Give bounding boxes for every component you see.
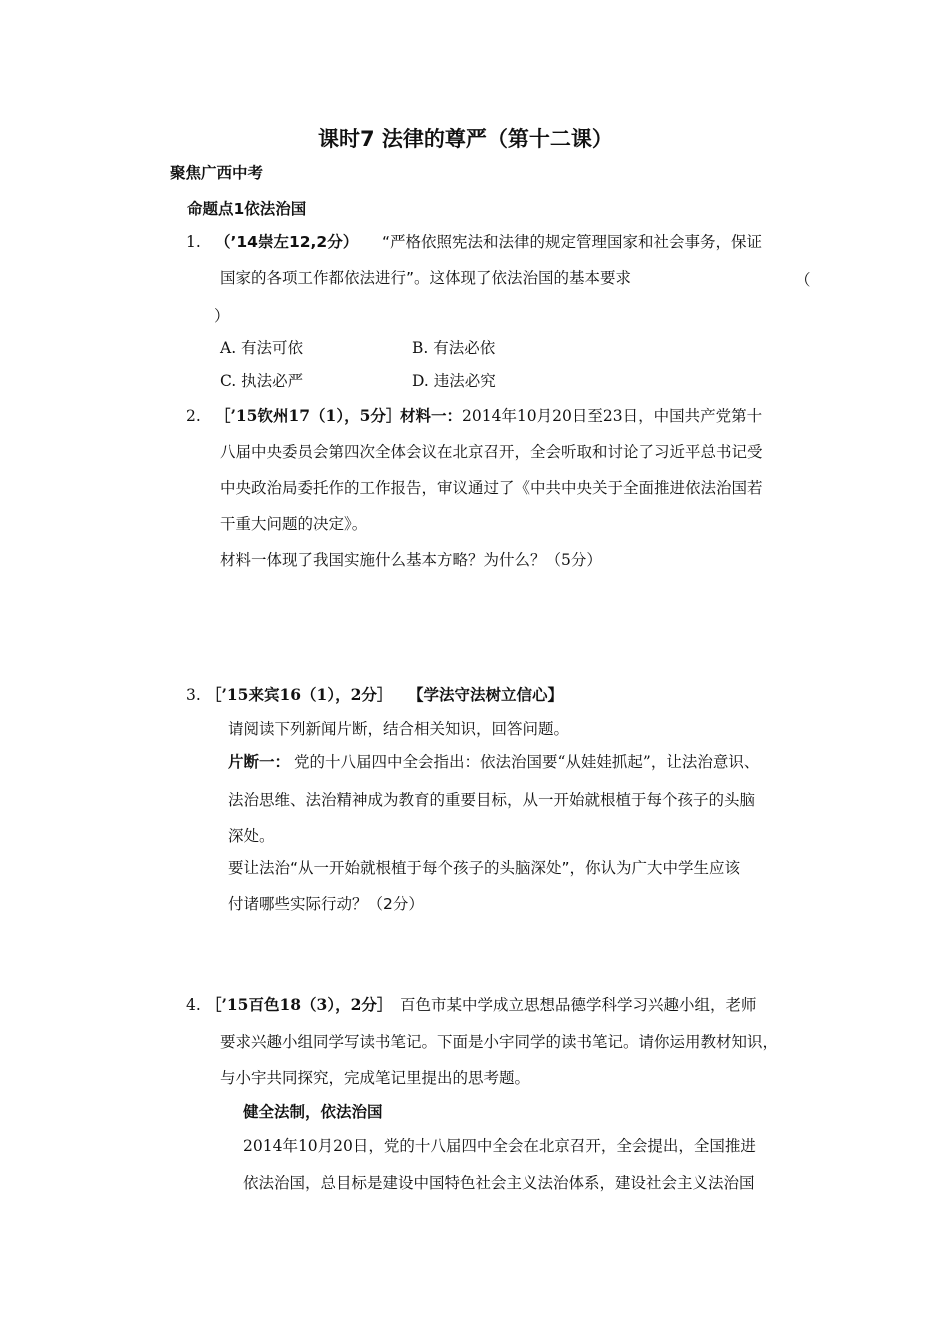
q4-line-1: 百色市某中学成立思想品德学科学习兴趣小组，老师 — [400, 996, 757, 1014]
q3-intro: 请阅读下列新闻片断，结合相关知识，回答问题。 — [228, 720, 570, 738]
q2-number: 2. — [186, 407, 201, 425]
q1-option-d: D. 违法必究 — [412, 372, 496, 390]
q4-note-heading: 健全法制，依法治国 — [243, 1103, 383, 1121]
q3-line-2: 法治思维、法治精神成为教育的重要目标，从一开始就根植于每个孩子的头脑 — [228, 791, 756, 809]
q3-topic-tag: 【学法守法树立信心】 — [408, 686, 564, 704]
q2-source: ［’15钦州17（1），5分］ — [215, 406, 402, 425]
q1-answer-bracket-close: ） — [214, 307, 230, 325]
q4-note-line-2: 依法治国，总目标是建设中国特色社会主义法治体系，建设社会主义法治国 — [243, 1174, 755, 1192]
page-title: 课时7 法律的尊严（第十二课） — [318, 127, 613, 151]
q4-source: ［’15百色18（3），2分］ — [206, 995, 393, 1014]
section-heading: 聚焦广西中考 — [170, 164, 264, 182]
q3-line-1: 党的十八届四中全会指出：依法治国要“从娃娃抓起”，让法治意识、 — [294, 753, 760, 771]
q1-number: 1. — [186, 233, 201, 251]
q1-option-b: B. 有法必依 — [412, 339, 496, 357]
q2-line-2: 八届中央委员会第四次全体会议在北京召开，全会听取和讨论了习近平总书记受 — [220, 443, 763, 461]
q1-line-2: 国家的各项工作都依法进行”。这体现了依法治国的基本要求 — [220, 269, 632, 287]
q2-question: 材料一体现了我国实施什么基本方略？为什么？（5分） — [220, 551, 602, 569]
q2-line-4: 干重大问题的决定》。 — [220, 515, 368, 533]
q1-option-a: A. 有法可依 — [220, 339, 304, 357]
q2-line-1: 2014年10月20日至23日，中国共产党第十 — [462, 407, 763, 425]
q1-option-c: C. 执法必严 — [220, 372, 304, 390]
q2-material-label: 材料一： — [400, 406, 463, 425]
subsection-heading: 命题点1依法治国 — [187, 200, 307, 218]
q2-line-3: 中央政治局委托作的工作报告，审议通过了《中共中央关于全面推进依法治国若 — [220, 479, 763, 497]
q3-source: ［’15来宾16（1），2分］ — [206, 685, 393, 704]
q3-number: 3. — [186, 686, 201, 704]
q3-line-3: 深处。 — [228, 827, 275, 845]
q1-source: （’14崇左12,2分） — [215, 233, 359, 251]
q1-answer-bracket-open: （ — [795, 271, 811, 289]
q4-note-line-1: 2014年10月20日，党的十八届四中全会在北京召开，全会提出，全国推进 — [243, 1137, 756, 1155]
q4-number: 4. — [186, 996, 201, 1014]
q1-line-1: “严格依照宪法和法律的规定管理国家和社会事务，保证 — [382, 233, 763, 251]
q3-fragment-label: 片断一： — [228, 752, 291, 771]
q3-question-line-1: 要让法治“从一开始就根植于每个孩子的头脑深处”，你认为广大中学生应该 — [228, 859, 741, 877]
q4-line-2: 要求兴趣小组同学写读书笔记。下面是小宇同学的读书笔记。请你运用教材知识， — [220, 1033, 779, 1051]
q4-line-3: 与小宇共同探究，完成笔记里提出的思考题。 — [220, 1069, 531, 1087]
q3-question-line-2: 付诸哪些实际行动？（2分） — [228, 895, 424, 913]
